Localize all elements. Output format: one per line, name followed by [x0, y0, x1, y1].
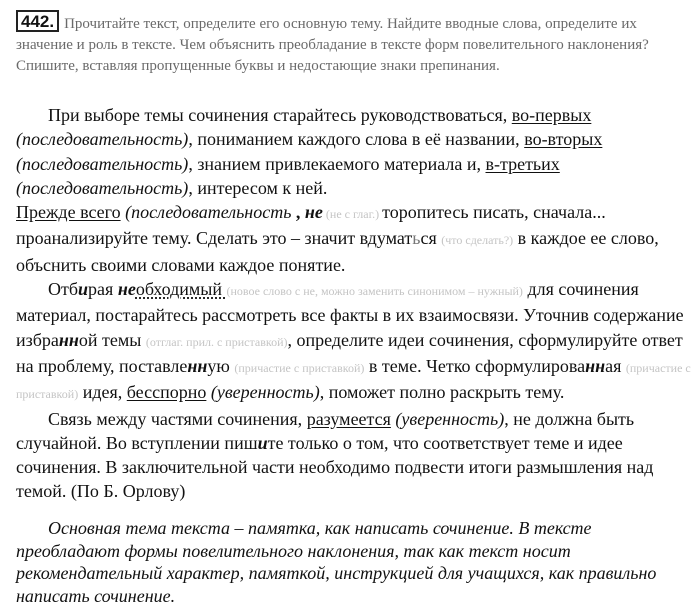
text-fragment: , поможет полно раскрыть тему.: [319, 382, 565, 403]
text-fragment: обходимый: [135, 279, 227, 300]
text-fragment: , знанием привлекаемого материала и,: [188, 153, 486, 174]
meaning-note: (последовательность): [16, 153, 189, 174]
text-fragment: , определите идеи сочинения, сформулируйте ответ на проблему, поставле: [16, 329, 683, 376]
text-paragraph-1: [16, 103, 691, 200]
inserted-letter: и: [78, 279, 89, 300]
text-fragment: в теме. Четко сформулирова: [364, 355, 586, 376]
text-fragment: Отб: [48, 279, 79, 300]
grammar-hint: (причастие с приставкой): [16, 360, 691, 402]
inserted-letter: и: [257, 432, 268, 453]
introductory-word: Прежде всего: [16, 202, 121, 223]
text-fragment: Связь между частями сочинения,: [48, 408, 307, 429]
text-fragment: ся: [420, 228, 442, 249]
text-fragment: ую: [207, 355, 235, 376]
instruction-text: Прочитайте текст, определите его основную тему. Найдите вводные слова, определите их значение и роль в тексте. Чем объяснить преобладание в тексте форм повелительного наклонения? Спишите, вставляя пропущенные буквы и недостающие знаки препинания.: [16, 16, 649, 74]
text-paragraph-2: [16, 200, 691, 277]
inserted-particle: не: [304, 202, 323, 223]
answer-block: [16, 517, 691, 607]
grammar-hint: (что сделать?): [441, 233, 514, 248]
inserted-punctuation: ,: [291, 202, 305, 223]
meaning-note: (уверенность): [390, 408, 505, 429]
introductory-word: во-первых: [511, 105, 592, 125]
inserted-letter: нн: [187, 355, 208, 376]
text-fragment: , не должна быть случайной. Во вступлении пиш: [16, 408, 635, 453]
introductory-word: бесспорно: [126, 382, 207, 403]
text-fragment: рая: [88, 279, 118, 300]
answer-text: Основная тема текста – памятка, как написать сочинение. В тексте преобладают формы повелительного наклонения, так как текст носит рекомендательный характер, памяткой, инструкцией для учащихся, как правильно написать сочинение.: [16, 518, 657, 606]
grammar-hint: (не с глаг.): [322, 207, 383, 222]
grammar-hint: (новое слово с не, можно заменить синонимом – нужный): [226, 284, 523, 299]
introductory-word: разумеется: [306, 408, 391, 429]
text-fragment: торопитесь писать, сначала... проанализируйте тему. Сделать это – значит вдумат: [16, 202, 606, 249]
text-fragment: , пониманием каждого слова в её названии,: [188, 129, 525, 150]
text-fragment: те только о том, что соответствует теме и идее сочинения. В заключительной части необходимо подвести итоги размышления над темой. (По Б. Орлову): [16, 432, 654, 502]
meaning-note: (уверенность): [206, 382, 320, 403]
text-fragment: идея,: [78, 382, 127, 403]
exercise-text: [16, 103, 691, 504]
text-fragment: ая: [605, 355, 626, 376]
text-paragraph-4: [16, 407, 691, 504]
inserted-letter: не: [117, 279, 136, 300]
text-fragment: в каждое ее слово, объ: [16, 228, 659, 275]
inserted-letter: нн: [58, 329, 79, 350]
text-fragment: , интересом к ней.: [188, 177, 328, 198]
meaning-note: (последовательность): [16, 129, 189, 150]
text-fragment: При выборе темы сочинения старайтесь руководствоваться,: [48, 105, 512, 125]
introductory-word: во-вторых: [524, 129, 603, 150]
text-fragment: снить своими словами каждое понятие.: [43, 254, 346, 275]
introductory-word: в-третьих: [485, 153, 560, 174]
inserted-letter: нн: [585, 355, 606, 376]
grammar-hint: (отглаг. прил. с приставкой): [145, 334, 288, 349]
text-fragment: ой темы: [78, 329, 146, 350]
text-paragraph-3: [16, 277, 691, 406]
meaning-note: (последовательность: [120, 202, 292, 223]
meaning-note: (последовательность): [16, 177, 189, 198]
exercise-instruction: [16, 10, 691, 77]
exercise-number: 442.: [16, 10, 59, 32]
inserted-letter: ь: [412, 228, 421, 249]
text-fragment: для сочинения материал, постарайтесь рассмотреть все факты в их взаимосвязи. Уточнив содержание избра: [16, 279, 684, 350]
grammar-hint: (причастие с приставкой): [234, 360, 365, 375]
